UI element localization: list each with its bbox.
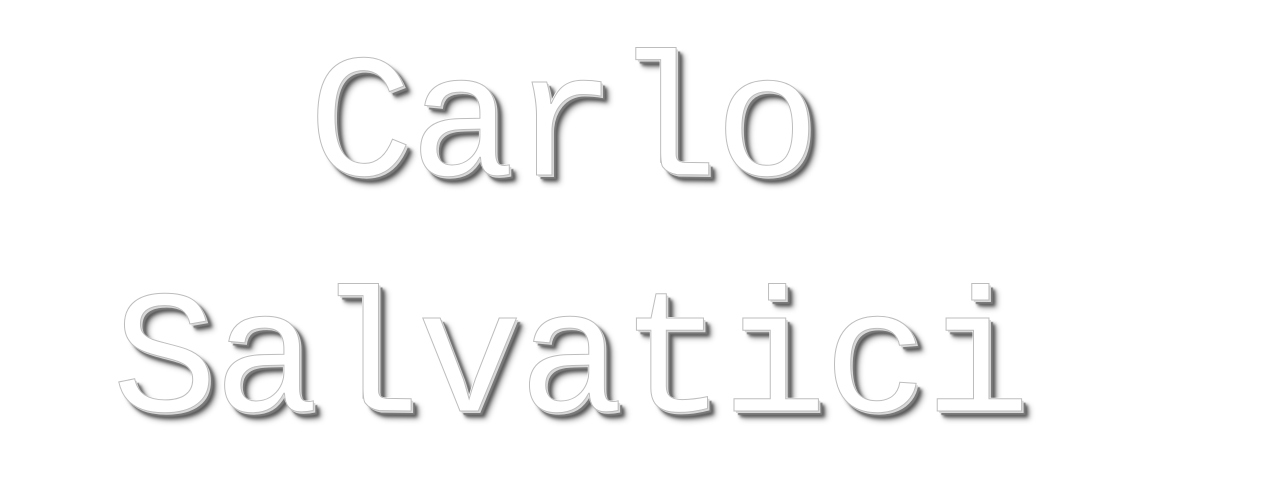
last-name-text: Salvatici <box>112 264 1027 464</box>
first-name-text: Carlo <box>308 28 817 228</box>
